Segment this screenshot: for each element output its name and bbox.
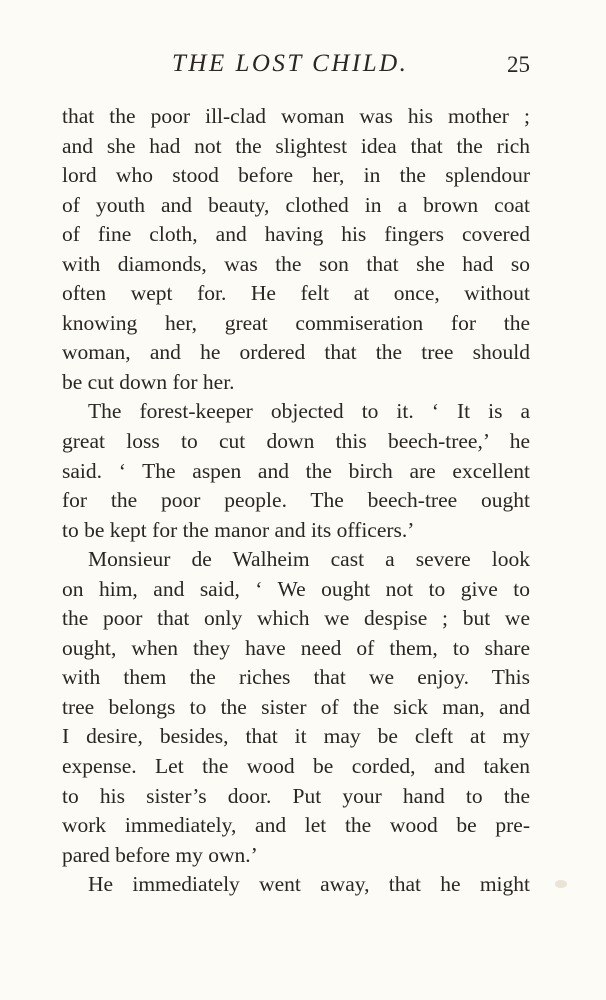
- text-line: lord who stood before her, in the splendour: [62, 163, 530, 188]
- page-number: 25: [507, 52, 530, 77]
- text-line: work immediately, and let the wood be pre-: [62, 813, 530, 838]
- running-title: THE LOST CHILD.: [172, 50, 409, 77]
- text-line: for the poor people. The beech-tree ought: [62, 488, 530, 513]
- text-line: great loss to cut down this beech-tree,’ he: [62, 429, 530, 454]
- text-line: the poor that only which we despise ; but we: [62, 606, 530, 631]
- text-line: pared before my own.’: [62, 842, 258, 867]
- text-line: He immediately went away, that he might: [88, 872, 530, 897]
- text-line: with them the riches that we enjoy. This: [62, 665, 530, 690]
- text-line: on him, and said, ‘ We ought not to give to: [62, 576, 530, 601]
- text-line: The forest-keeper objected to it. ‘ It is a: [88, 399, 530, 424]
- text-line: of fine cloth, and having his fingers covered: [62, 222, 530, 247]
- text-line: said. ‘ The aspen and the birch are excellent: [62, 458, 530, 483]
- text-line: of youth and beauty, clothed in a brown coat: [62, 192, 530, 217]
- running-head: [60, 50, 530, 90]
- body-text: [62, 102, 530, 900]
- text-line: I desire, besides, that it may be cleft at my: [62, 724, 530, 749]
- text-line: often wept for. He felt at once, without: [62, 281, 530, 306]
- text-line: woman, and he ordered that the tree should: [62, 340, 530, 365]
- text-line: Monsieur de Walheim cast a severe look: [88, 547, 530, 572]
- text-line: with diamonds, was the son that she had so: [62, 251, 530, 276]
- text-line: ought, when they have need of them, to share: [62, 635, 530, 660]
- text-line: to his sister’s door. Put your hand to the: [62, 783, 530, 808]
- paper-stain: [555, 880, 567, 888]
- text-line: that the poor ill-clad woman was his mother ;: [62, 104, 530, 128]
- text-line: expense. Let the wood be corded, and taken: [62, 754, 530, 779]
- text-line: be cut down for her.: [62, 369, 235, 394]
- text-line: tree belongs to the sister of the sick man, and: [62, 694, 530, 719]
- text-line: to be kept for the manor and its officers.’: [62, 517, 415, 542]
- text-line: knowing her, great commiseration for the: [62, 310, 530, 335]
- text-line: and she had not the slightest idea that the rich: [62, 133, 530, 158]
